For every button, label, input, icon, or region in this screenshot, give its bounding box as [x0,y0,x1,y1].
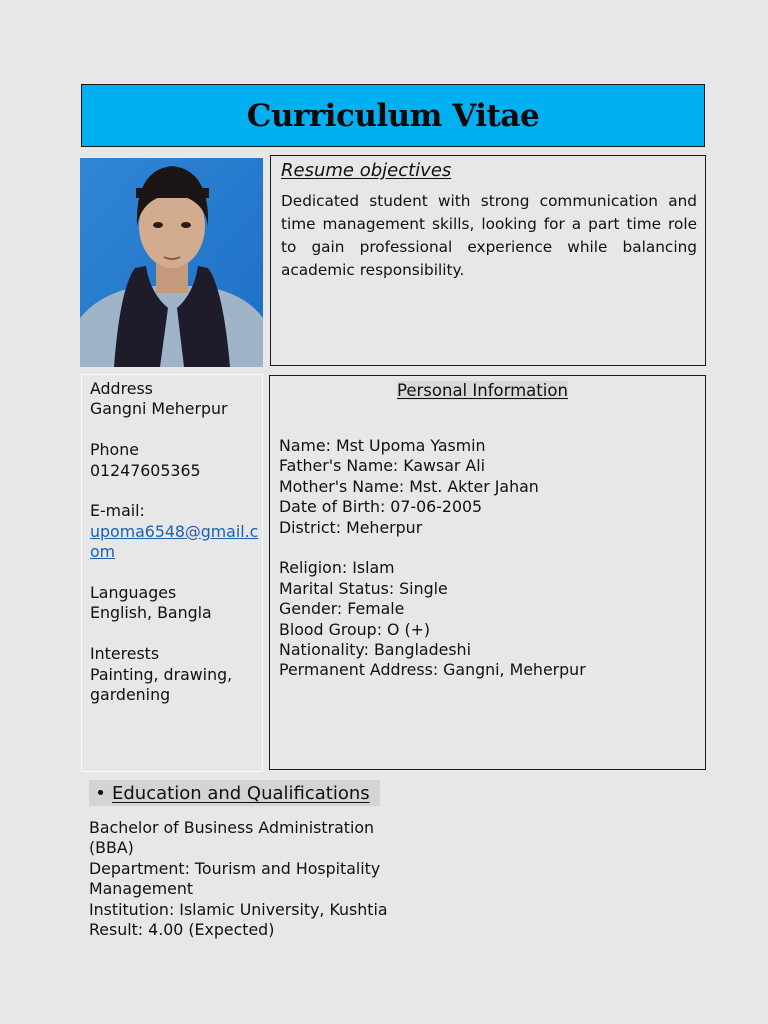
personal-details-group-2 [279,558,705,680]
email-label: E-mail: [90,501,145,521]
personal-info-section [269,375,706,770]
religion-row: Religion: Islam [279,558,395,578]
dob-row: Date of Birth: 07-06-2005 [279,497,483,517]
languages-block [90,583,262,624]
objective-section [270,155,706,366]
institution-row: Institution: Islamic University, Kushtia [89,899,388,919]
education-heading-text: Education and Qualifications [112,782,370,804]
page-title: Curriculum Vitae [246,97,540,134]
gender-row: Gender: Female [279,599,405,619]
mother-name-row: Mother's Name: Mst. Akter Jahan [279,476,539,496]
address-block [90,379,262,420]
education-details [89,818,389,940]
phone-block [90,440,262,481]
marital-status-row: Marital Status: Single [279,578,448,598]
result-row: Result: 4.00 (Expected) [89,920,275,940]
email-block [90,501,262,562]
interests-value: Painting, drawing, gardening [90,664,233,705]
permanent-address-row: Permanent Address: Gangni, Meherpur [279,660,586,680]
father-name-row: Father's Name: Kawsar Ali [279,456,485,476]
phone-label: Phone [90,440,139,460]
bullet-icon: • [95,782,106,804]
district-row: District: Meherpur [279,517,423,537]
education-heading [89,780,380,806]
languages-value: English, Bangla [90,603,212,623]
interests-block [90,644,262,705]
blood-group-row: Blood Group: O (+) [279,619,431,639]
profile-photo [80,158,263,367]
address-value: Gangni Meherpur [90,399,228,419]
objective-heading: Resume objectives [281,160,452,181]
email-link[interactable]: upoma6548@gmail.com [90,521,259,562]
personal-info-heading: Personal Information [397,381,568,400]
phone-value: 01247605365 [90,460,201,480]
name-row: Name: Mst Upoma Yasmin [279,436,486,455]
objective-text: Dedicated student with strong communication and time management skills, looking for a part time role to gain professional experience while balancing academic responsibility. [281,192,697,279]
title-banner [81,84,705,147]
interests-label: Interests [90,644,160,664]
nationality-row: Nationality: Bangladeshi [279,640,471,660]
personal-details-group-1 [279,436,705,538]
degree-row: Bachelor of Business Administration (BBA) [89,818,375,858]
portrait-image [80,158,263,367]
address-label: Address [90,379,153,398]
languages-label: Languages [90,583,177,603]
department-row: Department: Tourism and Hospitality Management [89,858,381,899]
contact-sidebar [81,374,263,772]
